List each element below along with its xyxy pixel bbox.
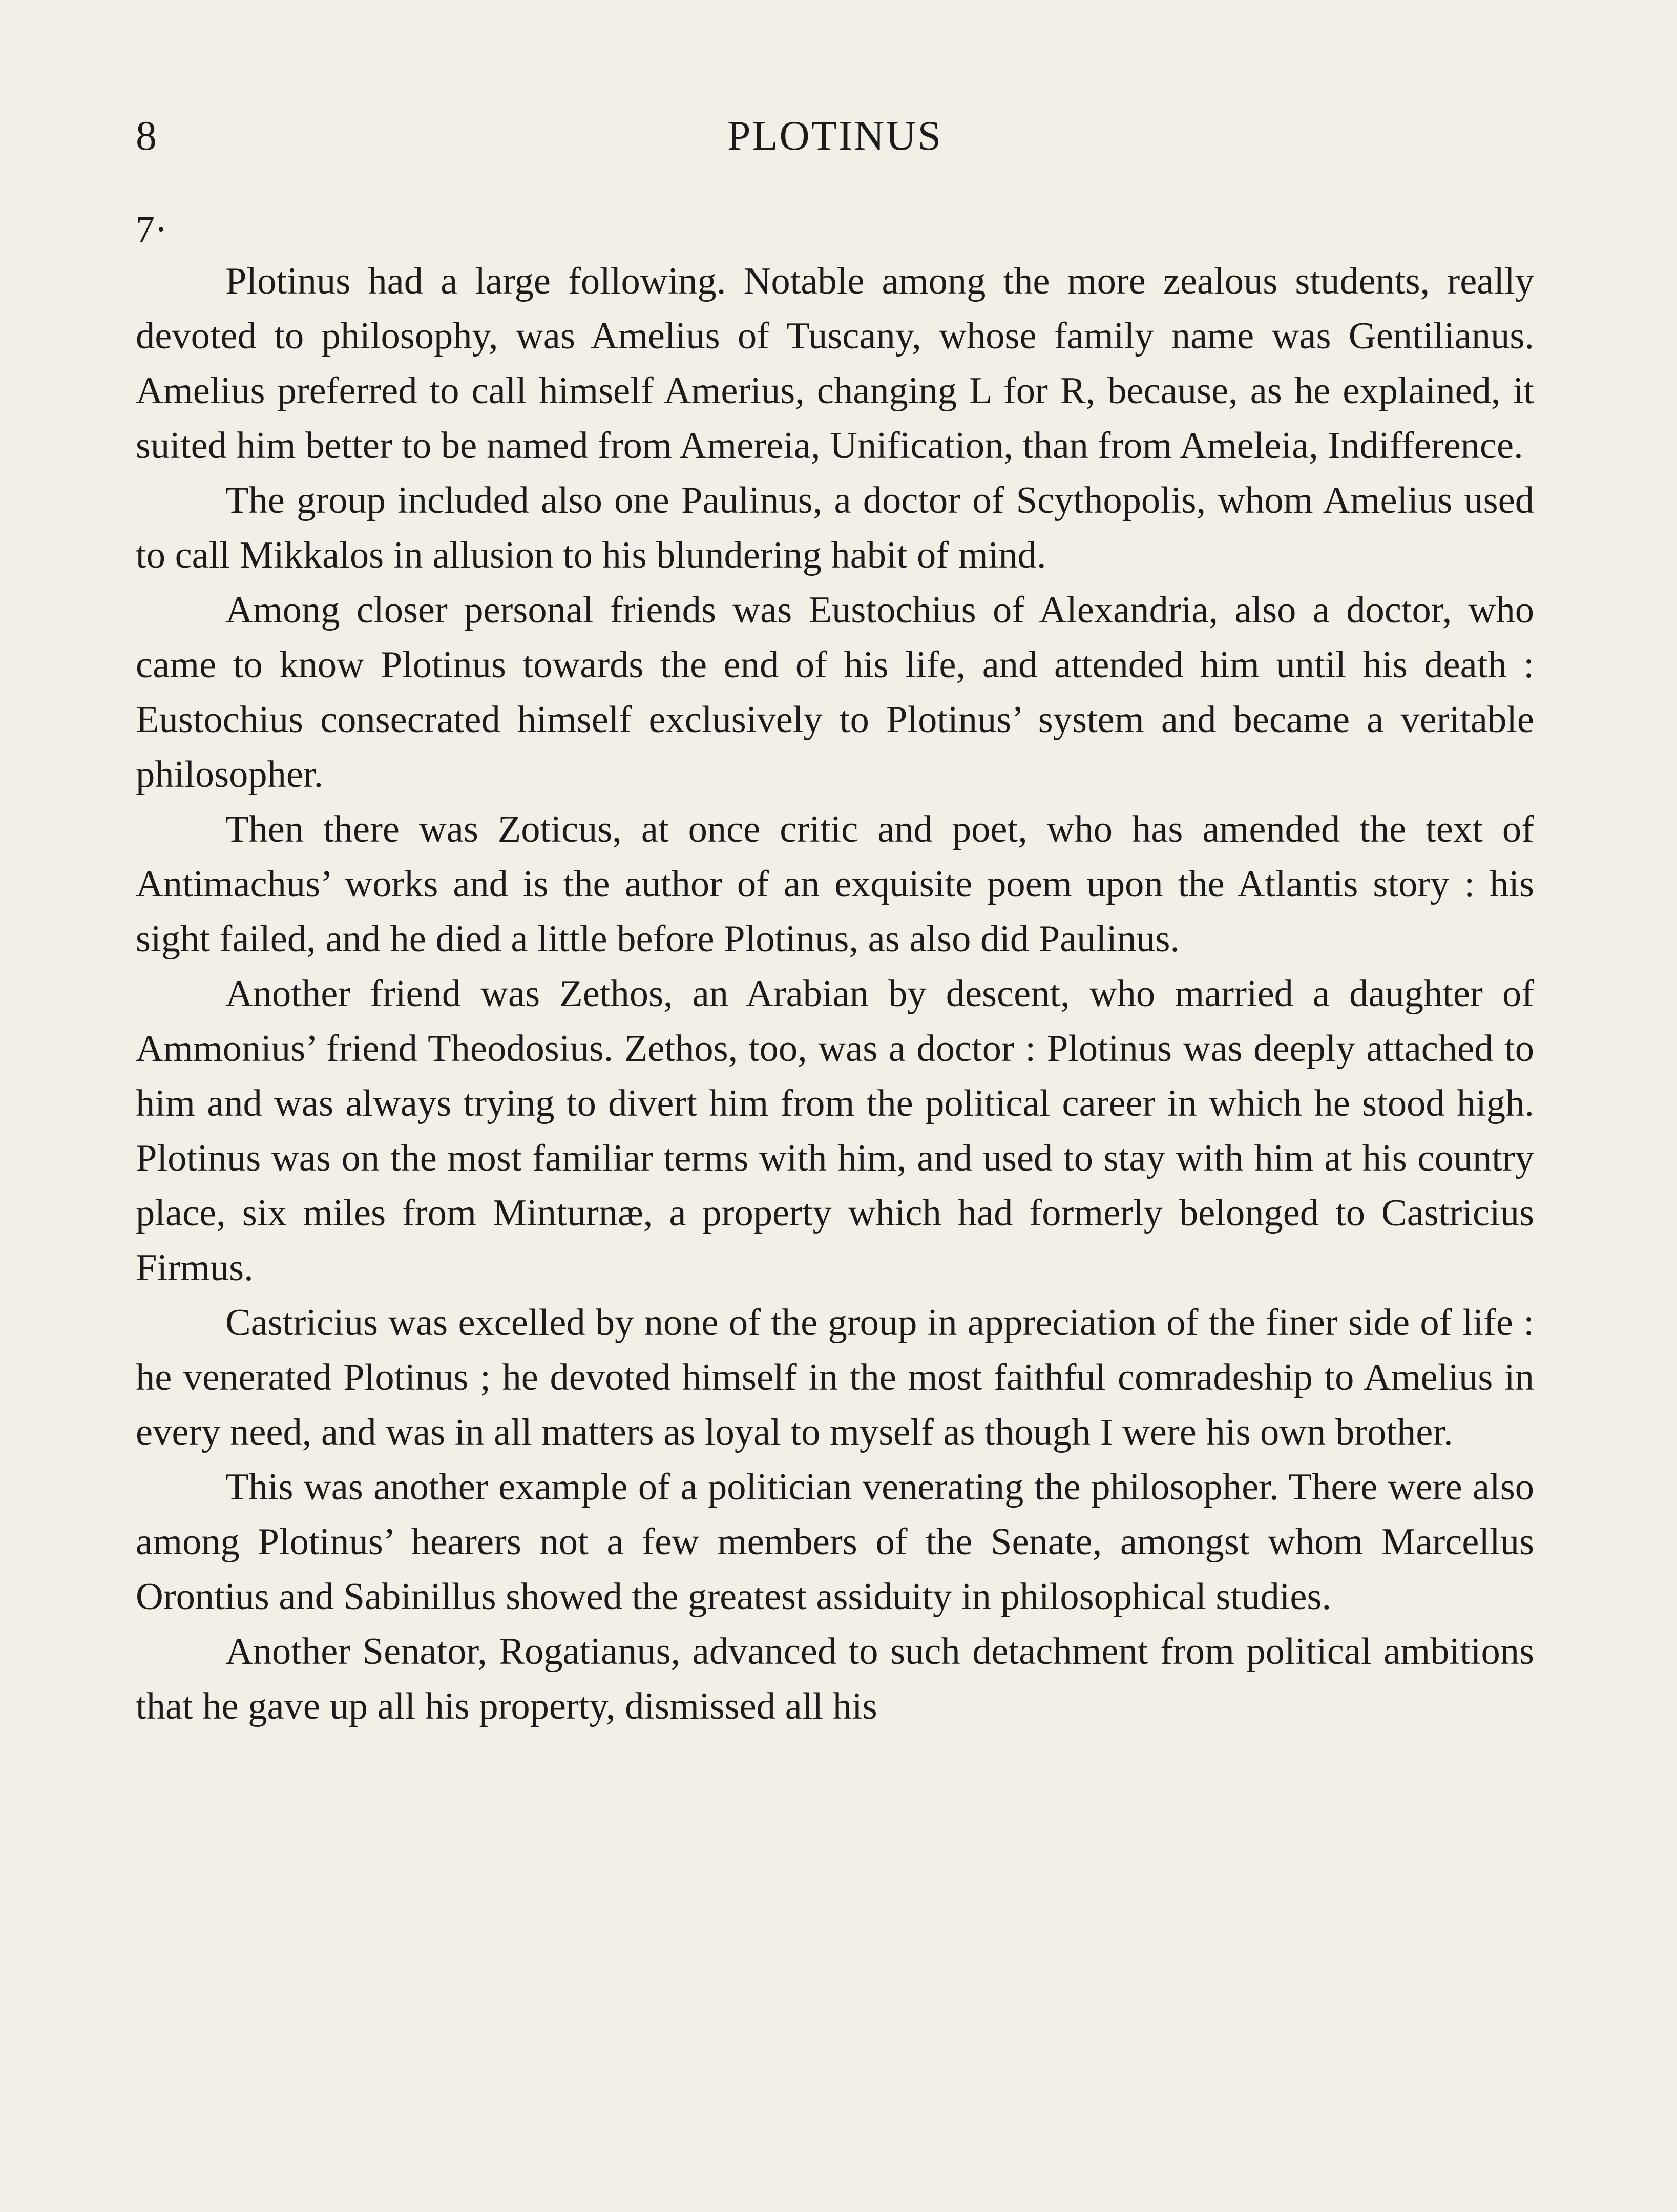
- body-text: [136, 254, 1534, 1734]
- paragraph-castricius: Castricius was excelled by none of the group in appreciation of the finer side of life : he venerated Plotinus ; he devoted himself in the most faithful comradeship to Amelius in every need, and was in all matters as loyal to myself as though I were his own brother.: [136, 1302, 1534, 1453]
- paragraph-zethos: Another friend was Zethos, an Arabian by descent, who married a daughter of Ammonius’ friend Theodosius. Zethos, too, was a doctor : Plotinus was deeply attached to him and was always trying to divert him from the political career in which he stood high. Plotinus was on the most familiar terms with him, and used to stay with him at his country place, six miles from Minturnæ, a property which had formerly belonged to Castricius Firmus.: [136, 973, 1534, 1289]
- running-head: [136, 108, 1534, 164]
- running-title: PLOTINUS: [727, 112, 943, 159]
- page-number: 8: [136, 112, 157, 159]
- paragraph-rogatianus: Another Senator, Rogatianus, advanced to such detachment from political ambitions that he gave up all his property, dismissed all his: [136, 1631, 1534, 1727]
- paragraph-zoticus: Then there was Zoticus, at once critic and poet, who has amended the text of Antimachus’ works and is the author of an exquisite poem upon the Atlantis story : his sight failed, and he died a little before Plotinus, as also did Paulinus.: [136, 808, 1534, 960]
- paragraph-following: Plotinus had a large following. Notable among the more zealous students, really devoted to philosophy, was Amelius of Tuscany, whose family name was Gentilianus. Amelius preferred to call himself Amerius, changing L for R, because, as he explained, it suited him better to be named from Amereia, Unification, than from Ameleia, Indifference.: [136, 260, 1534, 467]
- book-page: [136, 108, 1534, 1734]
- section-number: 7·: [136, 208, 167, 251]
- paragraph-paulinus: The group included also one Paulinus, a doctor of Scythopolis, whom Amelius used to call Mikkalos in allusion to his blundering habit of mind.: [136, 479, 1534, 576]
- paragraph-eustochius: Among closer personal friends was Eustochius of Alexandria, also a doctor, who came to know Plotinus towards the end of his life, and attended him until his death : Eustochius consecrated himself exclusively to Plotinus’ system and became a veritable philosopher.: [136, 589, 1534, 796]
- paragraph-senators: This was another example of a politician venerating the philosopher. There were also among Plotinus’ hearers not a few members of the Senate, amongst whom Marcellus Orontius and Sabinillus showed the greatest assiduity in philosophical studies.: [136, 1466, 1534, 1618]
